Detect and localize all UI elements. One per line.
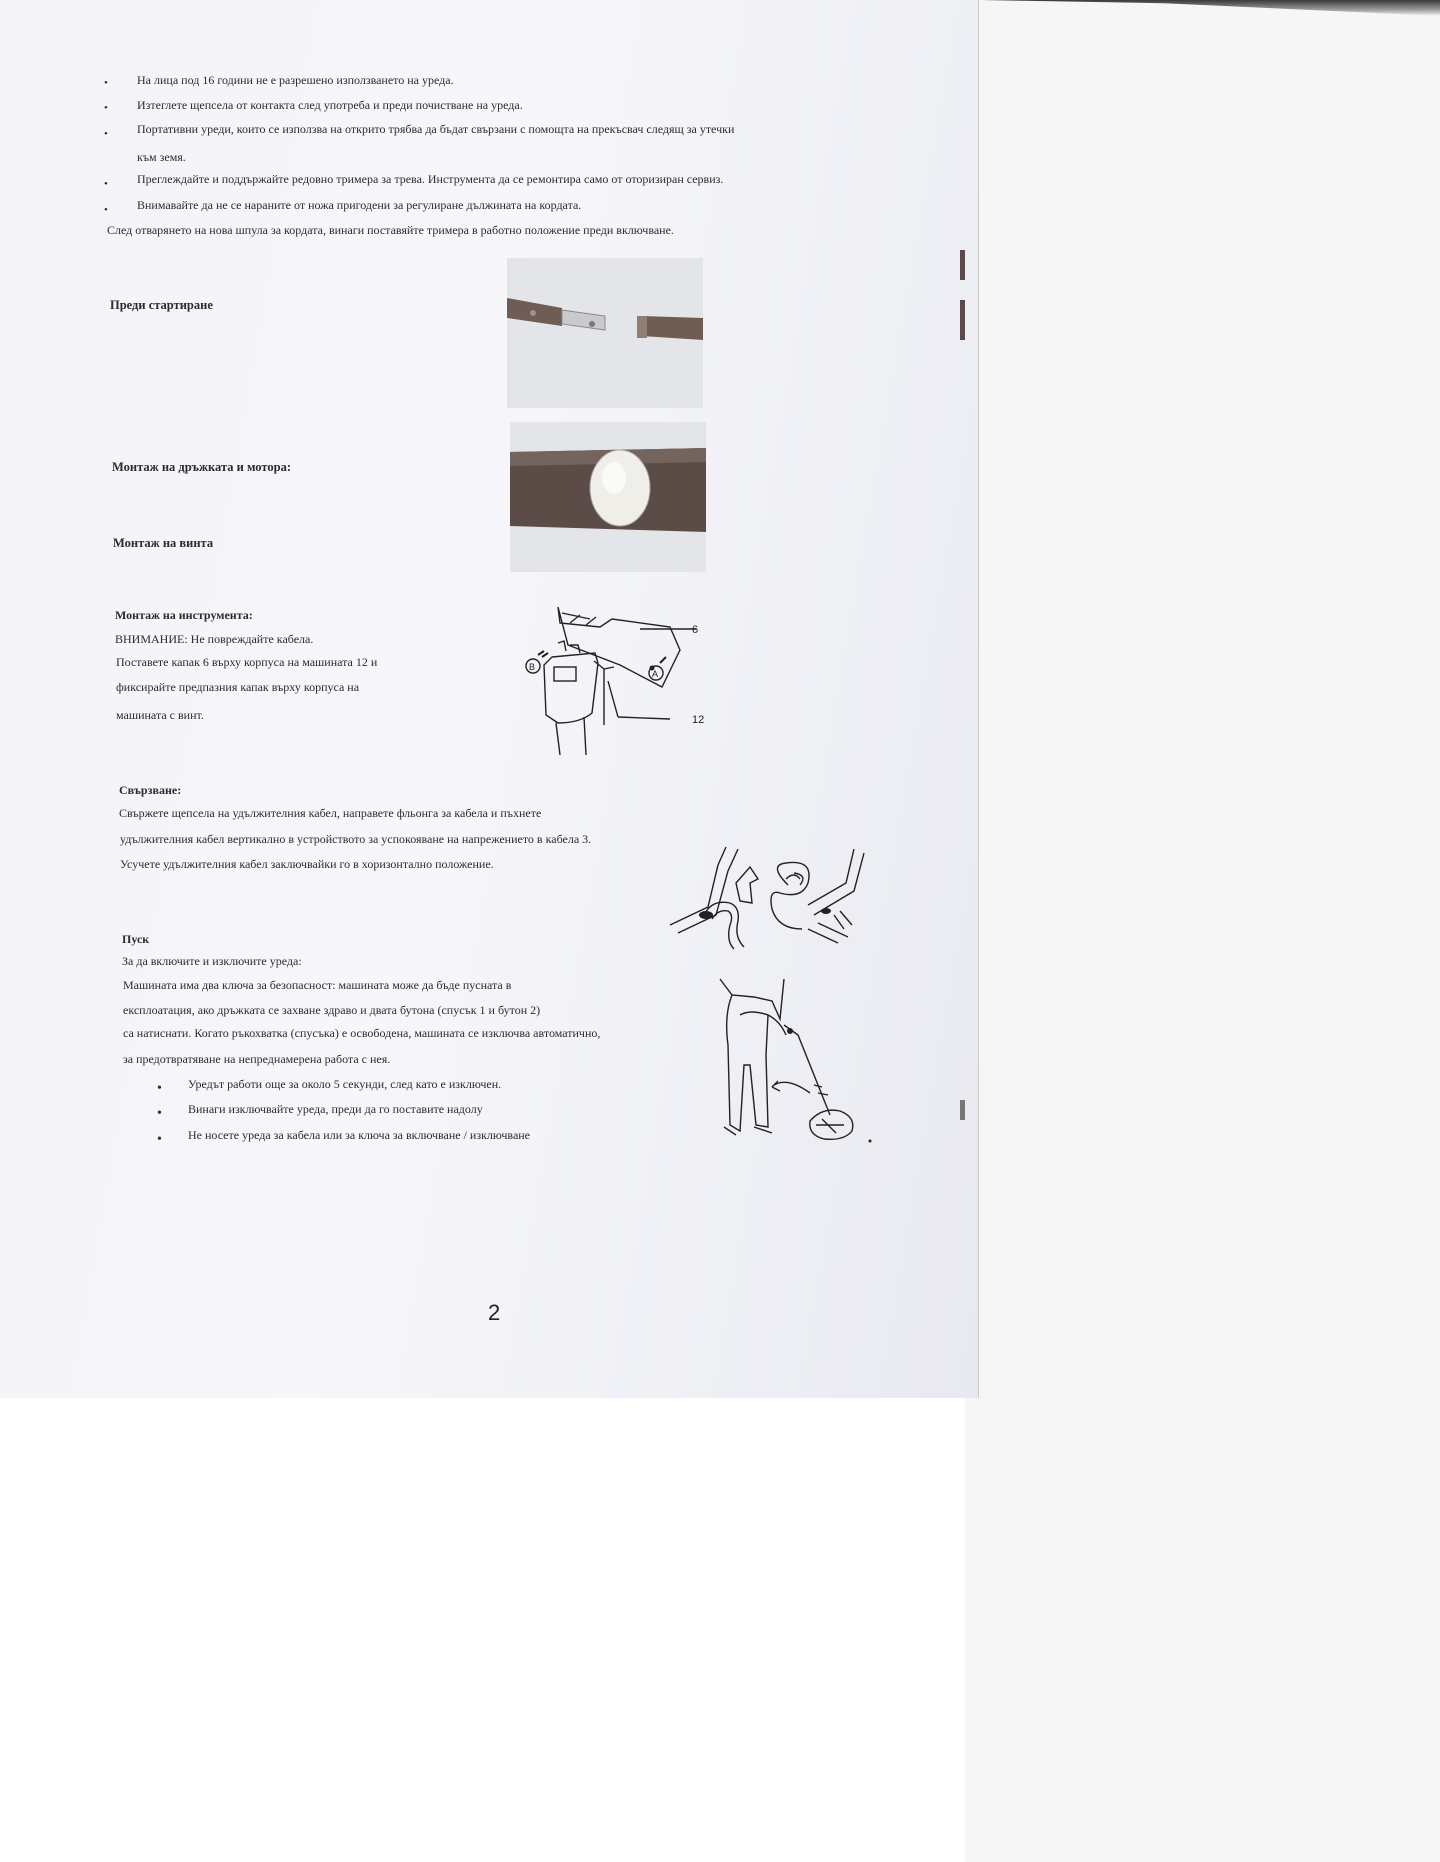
scanner-background xyxy=(965,0,1440,1862)
heading-before-start: Преди стартиране xyxy=(110,298,213,312)
operator-with-trimmer-drawing xyxy=(710,975,875,1145)
start-line: експлоатация, ако дръжката се захване здраво и двата бутона (спусък 1 и бутон 2) xyxy=(123,1003,541,1017)
bullet-item: Внимавайте да не се нараните от ножа пригодени за регулиране дължината на кордата. xyxy=(137,198,582,212)
bullet-marker: • xyxy=(104,128,108,140)
tool-instruction-line: фиксирайте предпазния капак върху корпуса на xyxy=(116,680,360,694)
bullet-marker: • xyxy=(104,102,108,114)
start-line: Машината има два ключа за безопасност: машината може да бъде пусната в xyxy=(123,978,512,992)
bullet-item: На лица под 16 години не е разрешено използването на уреда. xyxy=(137,73,454,87)
heading-screw: Монтаж на винта xyxy=(113,536,214,550)
binding-mark xyxy=(960,250,965,280)
bullet-marker: • xyxy=(104,178,108,190)
bullet-marker: • xyxy=(104,77,108,89)
diagram-label-6: 6 xyxy=(692,624,699,636)
binding-mark xyxy=(960,300,965,340)
heading-handle-motor: Монтаж на дръжката и мотора: xyxy=(112,460,291,474)
tool-warning: ВНИМАНИЕ: Не повреждайте кабела. xyxy=(115,632,314,646)
bullet-marker: • xyxy=(157,1081,162,1096)
tool-instruction-line: машината с винт. xyxy=(116,708,204,722)
bullet-marker: • xyxy=(157,1106,162,1121)
photo-tube-connection xyxy=(507,258,703,408)
bullet-item-continuation: към земя. xyxy=(137,150,186,164)
bullet-item: Преглеждайте и поддържайте редовно тримера за трева. Инструмента да се ремонтира само от оторизиран сервиз. xyxy=(137,172,724,186)
guard-mounting-drawing xyxy=(520,605,710,765)
start-line: За да включите и изключите уреда: xyxy=(122,954,302,968)
connect-line: Свържете щепсела на удължителния кабел, направете фльонга за кабела и пъхнете xyxy=(119,806,542,820)
start-bullet-item: Уредът работи още за около 5 секунди, след като е изключен. xyxy=(188,1077,502,1091)
binding-mark xyxy=(960,1100,965,1120)
start-bullet-item: Винаги изключвайте уреда, преди да го поставите надолу xyxy=(188,1102,483,1116)
heading-tool-mounting: Монтаж на инструмента: xyxy=(115,608,253,622)
page-number: 2 xyxy=(488,1300,501,1325)
diagram-label-b: B xyxy=(529,662,536,672)
bullet-item: Изтеглете щепсела от контакта след употреба и преди почистване на уреда. xyxy=(137,98,523,112)
heading-start: Пуск xyxy=(122,932,150,946)
connect-line: Усучете удължителния кабел заключвайки го в хоризонтално положение. xyxy=(120,857,494,871)
bullet-marker: • xyxy=(104,204,108,216)
connect-line: удължителния кабел вертикално в устройството за успокояване на напрежението в кабела 3. xyxy=(120,832,592,846)
diagram-label-a: A xyxy=(652,669,659,679)
tube-connection-image xyxy=(507,258,703,408)
diagram-cable-strain-relief xyxy=(668,845,868,950)
cable-strain-relief-drawing xyxy=(668,845,868,950)
start-line: са натиснати. Когато ръкохватка (спусъка) е освободена, машината се изключва автоматично, xyxy=(123,1026,601,1040)
intro-paragraph: След отварянето на нова шпула за кордата, винаги поставяйте тримера в работно положение преди включване. xyxy=(107,223,674,237)
start-line: за предотвратяване на непреднамерена работа с нея. xyxy=(123,1052,391,1066)
diagram-guard-mounting xyxy=(520,605,710,765)
diagram-label-12: 12 xyxy=(692,714,705,726)
tool-instruction-line: Поставете капак 6 върху корпуса на машината 12 и xyxy=(116,655,378,669)
bullet-item: Портативни уреди, които се използва на открито трябва да бъдат свързани с помощта на прекъсвач следящ за утечки xyxy=(137,122,735,136)
heading-connecting: Свързване: xyxy=(119,783,182,797)
photo-handle-knob xyxy=(510,422,706,572)
handle-knob-image xyxy=(510,422,706,572)
diagram-operator-with-trimmer xyxy=(710,975,875,1145)
bullet-marker: • xyxy=(157,1132,162,1147)
start-bullet-item: Не носете уреда за кабела или за ключа за включване / изключване xyxy=(188,1128,531,1142)
